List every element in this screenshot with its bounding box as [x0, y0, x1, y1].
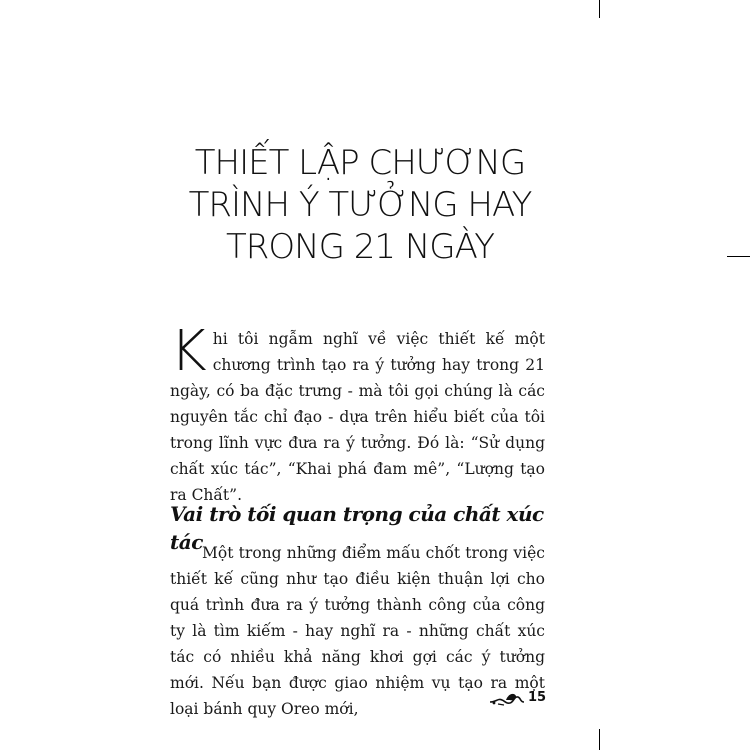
section-paragraph: Một trong những điểm mấu chốt trong việc thiết kế cũng như tạo điều kiện thuận lợi cho quá trình đưa ra ý tưởng thành công của công ty là tìm kiếm - hay nghĩ ra - những chất xúc tác có nhiều khả năng khơi gợi các ý tưởng mới. Nếu bạn được giao nhiệm vụ tạo ra một loại bánh quy Oreo mới,: [170, 544, 545, 718]
page-footer: [488, 686, 548, 710]
chapter-title-line-1: THIẾT LẬP CHƯƠNG: [194, 143, 526, 183]
drop-cap: K: [170, 319, 207, 384]
chapter-title-line-3: TRONG 21 NGÀY: [226, 227, 494, 267]
chapter-title-line-2: TRÌNH Ý TƯỞNG HAY: [188, 185, 532, 225]
page-number: 15: [528, 690, 547, 705]
crop-mark-right: [727, 256, 750, 257]
ornament-icon: [488, 688, 528, 708]
section-heading: Vai trò tối quan trọng của chất xúc tác: [170, 502, 544, 554]
chapter-title: [170, 142, 550, 268]
intro-paragraph: [170, 319, 545, 508]
crop-mark-bottom: [599, 729, 600, 750]
intro-text: hi tôi ngẫm nghĩ về việc thiết kế một chương trình tạo ra ý tưởng hay trong 21 ngày, có ba đặc trưng - mà tôi gọi chúng là các nguyên tắc chỉ đạo - dựa trên hiểu biết của tôi trong lĩnh vực đưa ra ý tưởng. Đó là: “Sử dụng chất xúc tác”, “Khai phá đam mê”, “Lượng tạo ra Chất”.: [170, 330, 545, 504]
crop-mark-top: [599, 0, 600, 18]
